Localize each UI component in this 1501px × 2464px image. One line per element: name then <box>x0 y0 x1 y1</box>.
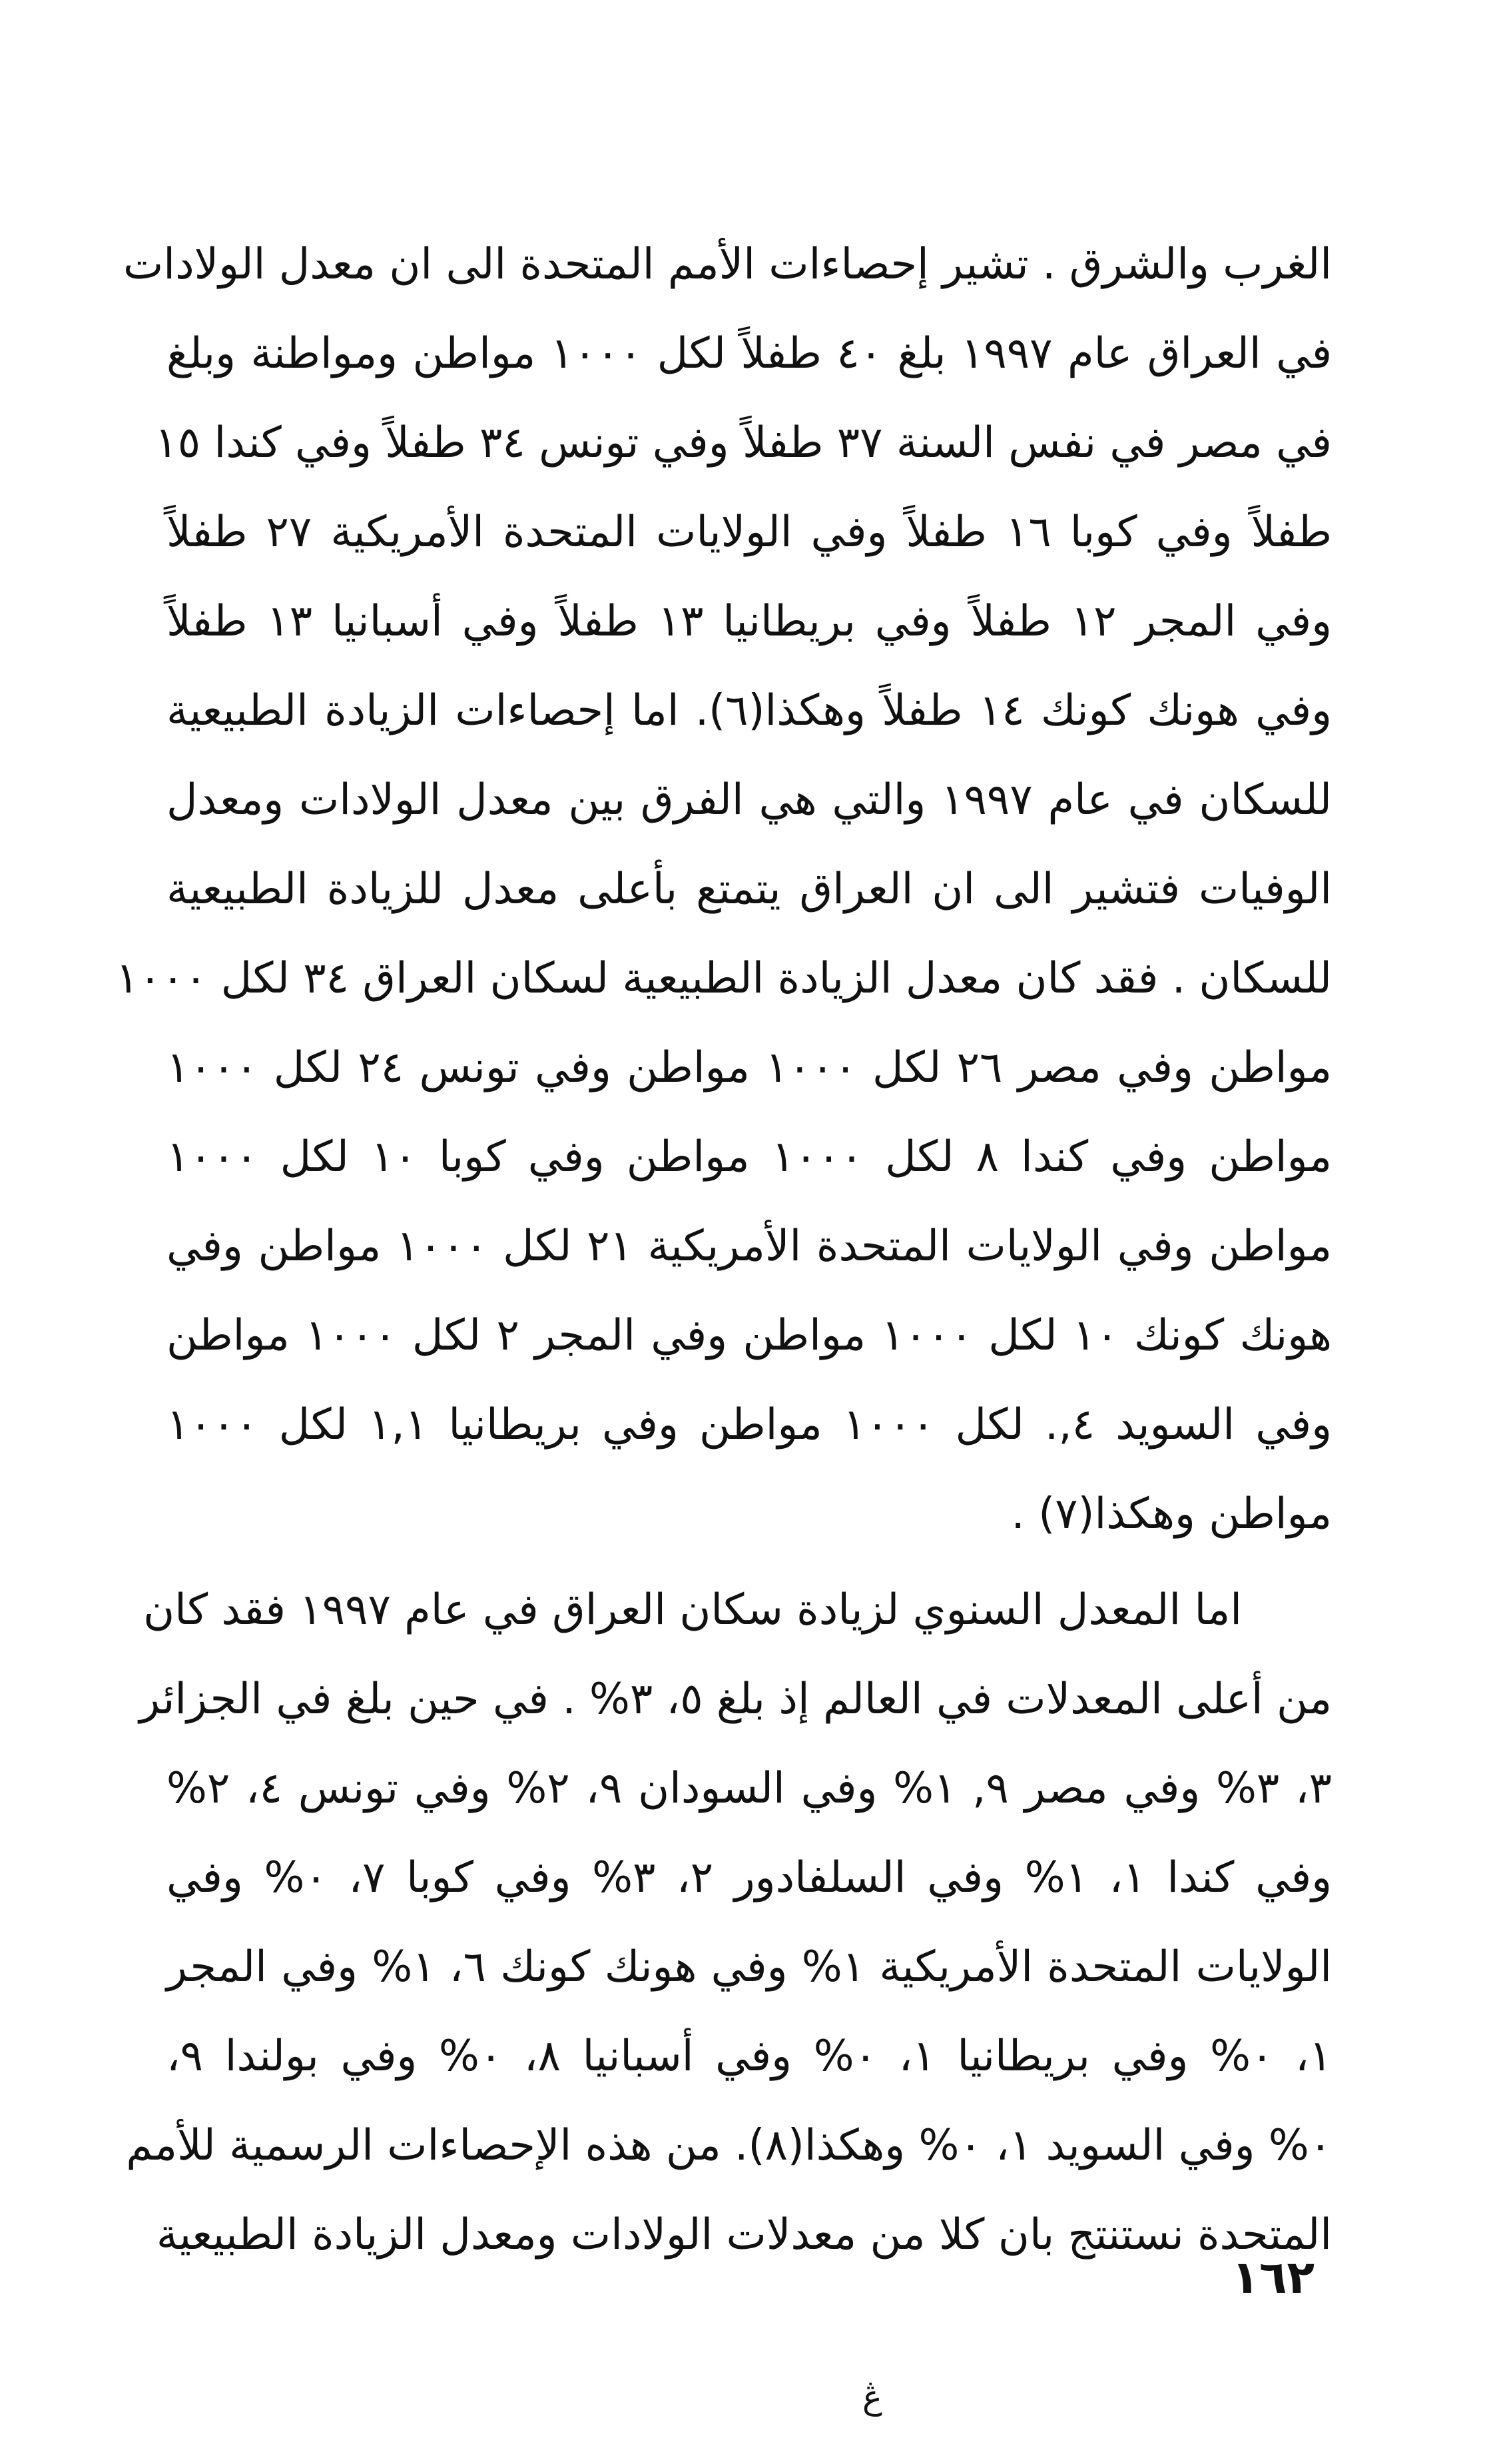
text-line: في العراق عام ١٩٩٧ بلغ ٤٠ طفلاً لكل ١٠٠٠ مواطن ومواطنة وبلغ <box>166 329 1333 378</box>
text-line: مواطن وهكذا(٧) . <box>1011 1489 1332 1539</box>
text-line: اما المعدل السنوي لزيادة سكان العراق في عام ١٩٩٧ فقد كان <box>143 1585 1242 1635</box>
text-line: للسكان . فقد كان معدل الزيادة الطبيعية لسكان العراق ٣٤ لكل ١٠٠٠ <box>115 954 1332 1003</box>
text-line: ٣، ٣% وفي مصر ٩, ١% وفي السودان ٩، ٢% وفي تونس ٤، ٢% <box>166 1764 1333 1813</box>
text-line: مواطن وفي الولايات المتحدة الأمريكية ٢١ لكل ١٠٠٠ مواطن وفي <box>166 1222 1333 1271</box>
text-line: وفي هونك كونك ١٤ طفلاً وهكذا(٦). اما إحصاءات الزيادة الطبيعية <box>166 686 1333 735</box>
text-line: الوفيات فتشير الى ان العراق يتمتع بأعلى معدل للزيادة الطبيعية <box>166 865 1332 914</box>
text-line: مواطن وفي كندا ٨ لكل ١٠٠٠ مواطن وفي كوبا ١٠ لكل ١٠٠٠ <box>166 1132 1333 1182</box>
text-line: المتحدة نستنتج بان كلا من معدلات الولادات ومعدل الزيادة الطبيعية <box>156 2210 1332 2259</box>
text-line: الولايات المتحدة الأمريكية ١% وفي هونك كونك ٦، ١% وفي المجر <box>166 1942 1333 1992</box>
bottom-mark: ڠ <box>862 2378 882 2417</box>
text-line: هونك كونك ١٠ لكل ١٠٠٠ مواطن وفي المجر ٢ لكل ١٠٠٠ مواطن <box>166 1311 1332 1360</box>
text-line: مواطن وفي مصر ٢٦ لكل ١٠٠٠ مواطن وفي تونس ٢٤ لكل ١٠٠٠ <box>166 1043 1333 1092</box>
text-line: وفي كندا ١، ١% وفي السلفادور ٢، ٣% وفي كوبا ٧، ٠% وفي <box>166 1853 1333 1902</box>
paragraph-gap <box>166 1559 1332 1565</box>
text-line: طفلاً وفي كوبا ١٦ طفلاً وفي الولايات المتحدة الأمريكية ٢٧ طفلاً <box>166 508 1333 557</box>
text-line: ٠% وفي السويد ١، ٠% وهكذا(٨). من هذه الإحصاءات الرسمية للأمم <box>126 2121 1332 2170</box>
text-line: من أعلى المعدلات في العالم إذ بلغ ٥، ٣% . في حين بلغ في الجزائر <box>139 1675 1332 1724</box>
text-line: ١، ٠% وفي بريطانيا ١، ٠% وفي أسبانيا ٨، ٠% وفي بولندا ٩، <box>166 2032 1333 2081</box>
body-text <box>115 220 1333 2279</box>
text-line: الغرب والشرق . تشير إحصاءات الأمم المتحدة الى ان معدل الولادات <box>123 240 1332 289</box>
text-line: وفي المجر ١٢ طفلاً وفي بريطانيا ١٣ طفلاً وفي أسبانيا ١٣ طفلاً <box>166 597 1333 646</box>
text-line: في مصر في نفس السنة ٣٧ طفلاً وفي تونس ٣٤ طفلاً وفي كندا ١٥ <box>154 418 1332 468</box>
page-number: ١٦٢ <box>1231 2252 1315 2304</box>
text-line: وفي السويد ٤,. لكل ١٠٠٠ مواطن وفي بريطانيا ١,١ لكل ١٠٠٠ <box>166 1400 1333 1449</box>
text-line: للسكان في عام ١٩٩٧ والتي هي الفرق بين معدل الولادات ومعدل <box>166 775 1332 825</box>
